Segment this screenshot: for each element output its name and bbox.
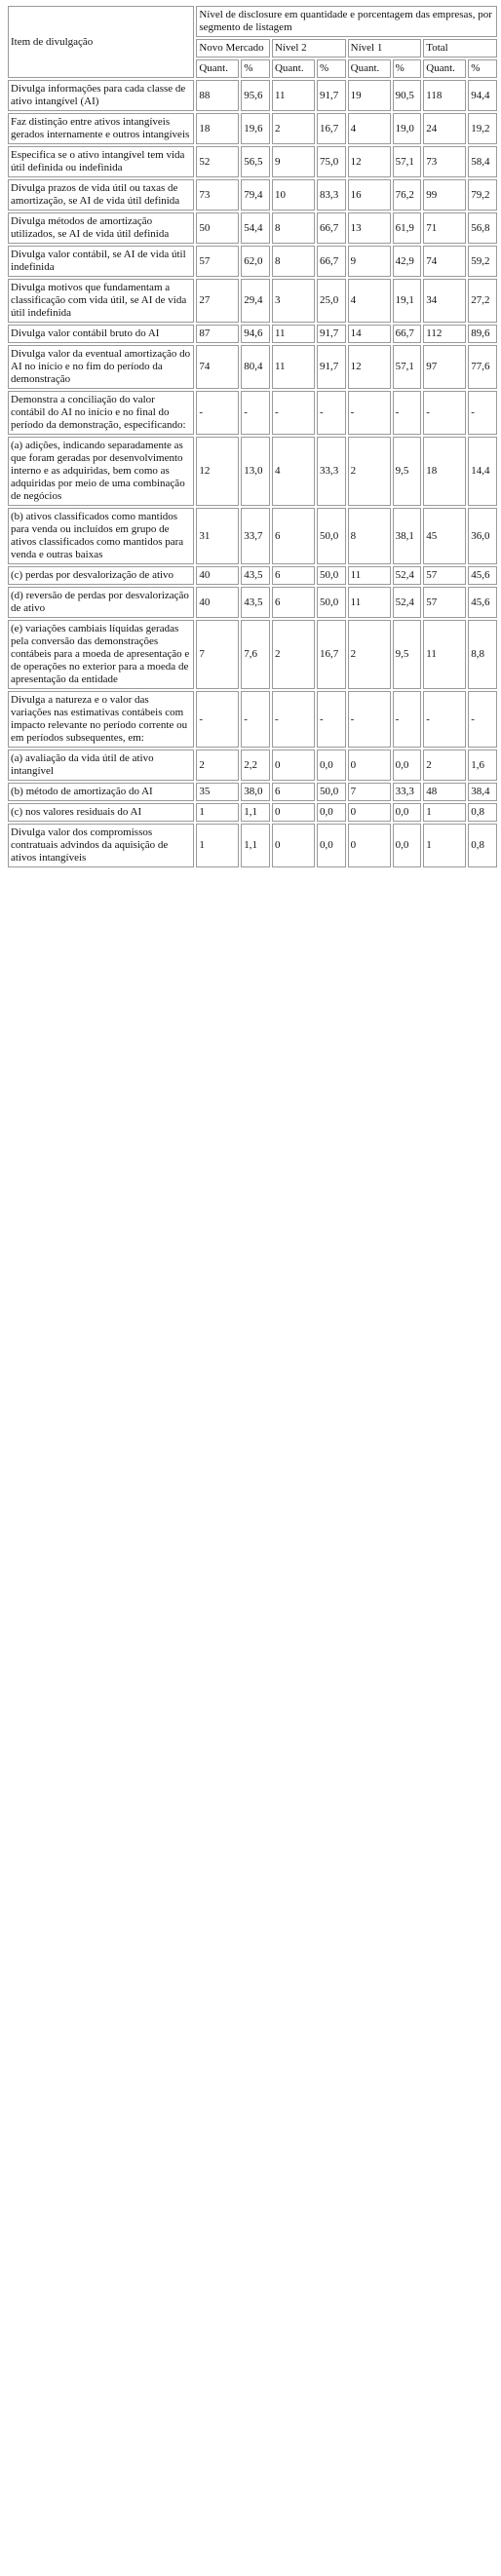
row-pct-cell: - (317, 391, 346, 435)
row-quant-cell: 0 (272, 824, 315, 867)
row-quant-cell: 18 (423, 437, 466, 506)
row-pct-cell: 13,0 (241, 437, 270, 506)
header-segment-total: Total (423, 39, 497, 58)
row-pct-cell: 52,4 (393, 587, 422, 618)
row-quant-cell: 9 (348, 246, 391, 277)
row-pct-cell: 0,0 (317, 803, 346, 822)
row-item-label: (a) avaliação da vida útil de ativo intangível (8, 750, 194, 781)
row-quant-cell: 16 (348, 179, 391, 211)
table-row (8, 212, 497, 244)
row-quant-cell: 8 (348, 508, 391, 564)
row-quant-cell: 12 (348, 345, 391, 389)
table-row (8, 803, 497, 822)
row-pct-cell: 27,2 (468, 279, 497, 323)
row-quant-cell: 0 (348, 750, 391, 781)
row-quant-cell: 0 (348, 824, 391, 867)
row-quant-cell: 0 (272, 750, 315, 781)
row-pct-cell: 0,0 (393, 750, 422, 781)
row-pct-cell: 1,1 (241, 803, 270, 822)
row-quant-cell: 1 (196, 803, 239, 822)
row-pct-cell: 19,0 (393, 113, 422, 144)
row-quant-cell: 7 (348, 783, 391, 801)
row-pct-cell: 80,4 (241, 345, 270, 389)
table-row (8, 179, 497, 211)
row-quant-cell: 45 (423, 508, 466, 564)
row-quant-cell: 7 (196, 620, 239, 689)
row-pct-cell: 61,9 (393, 212, 422, 244)
row-pct-cell: 36,0 (468, 508, 497, 564)
row-quant-cell: 8 (272, 246, 315, 277)
row-quant-cell: 31 (196, 508, 239, 564)
row-pct-cell: - (468, 691, 497, 748)
row-quant-cell: 27 (196, 279, 239, 323)
row-pct-cell: 83,3 (317, 179, 346, 211)
row-quant-cell: 2 (272, 620, 315, 689)
table-row (8, 246, 497, 277)
row-quant-cell: - (423, 391, 466, 435)
row-quant-cell: 2 (272, 113, 315, 144)
row-pct-cell: - (393, 391, 422, 435)
row-pct-cell: 66,7 (317, 246, 346, 277)
row-quant-cell: 2 (423, 750, 466, 781)
row-quant-cell: 112 (423, 325, 466, 343)
row-pct-cell: 1,6 (468, 750, 497, 781)
row-pct-cell: 59,2 (468, 246, 497, 277)
row-pct-cell: 1,1 (241, 824, 270, 867)
row-quant-cell: 40 (196, 566, 239, 585)
row-pct-cell: 38,4 (468, 783, 497, 801)
table-row (8, 80, 497, 111)
row-quant-cell: 73 (196, 179, 239, 211)
row-pct-cell: 33,3 (317, 437, 346, 506)
row-quant-cell: 4 (348, 279, 391, 323)
row-quant-cell: 9 (272, 146, 315, 177)
row-pct-cell: 50,0 (317, 587, 346, 618)
table-row (8, 508, 497, 564)
row-pct-cell: 33,3 (393, 783, 422, 801)
row-pct-cell: 0,0 (393, 803, 422, 822)
row-item-label: Divulga prazos de vida útil ou taxas de amortização, se AI de vida útil definida (8, 179, 194, 211)
table-row (8, 750, 497, 781)
header-item: Item de divulgação (8, 6, 194, 78)
table-body (8, 80, 497, 867)
row-pct-cell: 52,4 (393, 566, 422, 585)
row-item-label: Divulga motivos que fundamentam a classificação com vida útil, se AI de vida útil indefinida (8, 279, 194, 323)
row-item-label: (d) reversão de perdas por desvalorização de ativo (8, 587, 194, 618)
row-quant-cell: 35 (196, 783, 239, 801)
row-quant-cell: 57 (423, 587, 466, 618)
row-quant-cell: 18 (196, 113, 239, 144)
row-pct-cell: 56,5 (241, 146, 270, 177)
row-quant-cell: 1 (423, 824, 466, 867)
row-item-label: Divulga informações para cada classe de ativo intangível (AI) (8, 80, 194, 111)
row-quant-cell: 24 (423, 113, 466, 144)
row-pct-cell: 79,4 (241, 179, 270, 211)
table-row (8, 279, 497, 323)
row-pct-cell: 45,6 (468, 587, 497, 618)
row-pct-cell: 91,7 (317, 345, 346, 389)
row-item-label: Faz distinção entre ativos intangíveis gerados internamente e outros intangíveis (8, 113, 194, 144)
row-pct-cell: 9,5 (393, 437, 422, 506)
row-quant-cell: 11 (272, 80, 315, 111)
row-quant-cell: - (196, 391, 239, 435)
row-item-label: Divulga valor da eventual amortização do AI no início e no fim do período da demonstração (8, 345, 194, 389)
row-quant-cell: 4 (272, 437, 315, 506)
table-row (8, 325, 497, 343)
row-quant-cell: 6 (272, 566, 315, 585)
header-pct: % (468, 59, 497, 78)
row-item-label: (b) método de amortização do AI (8, 783, 194, 801)
row-quant-cell: 13 (348, 212, 391, 244)
row-pct-cell: 33,7 (241, 508, 270, 564)
row-pct-cell: - (468, 391, 497, 435)
row-pct-cell: 90,5 (393, 80, 422, 111)
row-pct-cell: 7,6 (241, 620, 270, 689)
header-quant: Quant. (423, 59, 466, 78)
row-pct-cell: 94,6 (241, 325, 270, 343)
row-quant-cell: 11 (348, 587, 391, 618)
row-quant-cell: 19 (348, 80, 391, 111)
row-pct-cell: 94,4 (468, 80, 497, 111)
row-quant-cell: 8 (272, 212, 315, 244)
header-quant: Quant. (196, 59, 239, 78)
row-pct-cell: 91,7 (317, 80, 346, 111)
table-row (8, 824, 497, 867)
row-quant-cell: 6 (272, 587, 315, 618)
row-item-label: (b) ativos classificados como mantidos para venda ou incluídos em grupo de ativos classificados como mantidos para venda e outras baixas (8, 508, 194, 564)
row-pct-cell: - (241, 391, 270, 435)
row-pct-cell: 58,4 (468, 146, 497, 177)
row-quant-cell: 57 (196, 246, 239, 277)
row-pct-cell: 57,1 (393, 146, 422, 177)
row-pct-cell: 50,0 (317, 783, 346, 801)
row-pct-cell: 9,5 (393, 620, 422, 689)
row-pct-cell: 19,6 (241, 113, 270, 144)
row-quant-cell: - (272, 691, 315, 748)
header-pct: % (317, 59, 346, 78)
table-row (8, 345, 497, 389)
table-row (8, 146, 497, 177)
row-quant-cell: 3 (272, 279, 315, 323)
header-quant: Quant. (272, 59, 315, 78)
row-quant-cell: 87 (196, 325, 239, 343)
row-quant-cell: 34 (423, 279, 466, 323)
table-header (8, 6, 497, 78)
row-item-label: Divulga valor dos compromissos contratuais advindos da aquisição de ativos intangíveis (8, 824, 194, 867)
header-pct: % (393, 59, 422, 78)
header-pct: % (241, 59, 270, 78)
row-pct-cell: 16,7 (317, 620, 346, 689)
table-row (8, 587, 497, 618)
row-quant-cell: 118 (423, 80, 466, 111)
row-pct-cell: 0,8 (468, 803, 497, 822)
row-quant-cell: 73 (423, 146, 466, 177)
row-item-label: Especifica se o ativo intangível tem vida útil definida ou indefinida (8, 146, 194, 177)
header-segment-nivel-1: Nível 1 (348, 39, 422, 58)
row-quant-cell: 11 (272, 325, 315, 343)
row-quant-cell: 71 (423, 212, 466, 244)
row-quant-cell: 10 (272, 179, 315, 211)
row-pct-cell: 25,0 (317, 279, 346, 323)
row-quant-cell: 99 (423, 179, 466, 211)
row-quant-cell: 0 (272, 803, 315, 822)
row-pct-cell: 50,0 (317, 508, 346, 564)
row-pct-cell: 62,0 (241, 246, 270, 277)
row-pct-cell: 0,0 (317, 824, 346, 867)
row-quant-cell: 74 (196, 345, 239, 389)
row-quant-cell: 11 (272, 345, 315, 389)
row-pct-cell: 38,0 (241, 783, 270, 801)
row-quant-cell: - (348, 691, 391, 748)
table-row (8, 566, 497, 585)
row-item-label: (c) nos valores residuais do AI (8, 803, 194, 822)
row-pct-cell: 43,5 (241, 566, 270, 585)
row-quant-cell: 2 (348, 620, 391, 689)
row-pct-cell: - (241, 691, 270, 748)
row-pct-cell: 29,4 (241, 279, 270, 323)
row-item-label: (e) variações cambiais líquidas geradas pela conversão das demonstrações contábeis para a moeda de apresentação e de operações no exterior para a moeda de apresentação da entidade (8, 620, 194, 689)
row-pct-cell: 19,1 (393, 279, 422, 323)
row-pct-cell: 0,0 (393, 824, 422, 867)
row-pct-cell: 50,0 (317, 566, 346, 585)
table-row (8, 620, 497, 689)
row-pct-cell: 95,6 (241, 80, 270, 111)
row-quant-cell: 57 (423, 566, 466, 585)
row-pct-cell: 76,2 (393, 179, 422, 211)
row-quant-cell: 12 (348, 146, 391, 177)
row-pct-cell: 2,2 (241, 750, 270, 781)
header-segment-nivel-2: Nível 2 (272, 39, 346, 58)
row-pct-cell: 0,0 (317, 750, 346, 781)
row-quant-cell: 48 (423, 783, 466, 801)
row-pct-cell: 56,8 (468, 212, 497, 244)
row-item-label: Divulga valor contábil, se AI de vida útil indefinida (8, 246, 194, 277)
row-pct-cell: - (317, 691, 346, 748)
row-quant-cell: 11 (348, 566, 391, 585)
row-pct-cell: 42,9 (393, 246, 422, 277)
row-item-label: (a) adições, indicando separadamente as que foram geradas por desenvolvimento interno e as adquiridas, bem como as adquiridas por meio de uma combinação de negócios (8, 437, 194, 506)
row-quant-cell: 88 (196, 80, 239, 111)
row-pct-cell: - (393, 691, 422, 748)
row-pct-cell: 91,7 (317, 325, 346, 343)
row-pct-cell: 0,8 (468, 824, 497, 867)
row-item-label: (c) perdas por desvalorização de ativo (8, 566, 194, 585)
row-quant-cell: 52 (196, 146, 239, 177)
row-quant-cell: 1 (423, 803, 466, 822)
row-quant-cell: 11 (423, 620, 466, 689)
row-pct-cell: 79,2 (468, 179, 497, 211)
row-quant-cell: 0 (348, 803, 391, 822)
table-row (8, 113, 497, 144)
row-pct-cell: 19,2 (468, 113, 497, 144)
row-quant-cell: - (196, 691, 239, 748)
row-pct-cell: 75,0 (317, 146, 346, 177)
row-quant-cell: 40 (196, 587, 239, 618)
row-item-label: Divulga métodos de amortização utilizados, se AI de vida útil definida (8, 212, 194, 244)
row-quant-cell: 50 (196, 212, 239, 244)
row-item-label: Divulga a natureza e o valor das variações nas estimativas contábeis com impacto relevante no período corrente ou em períodos subsequentes, em: (8, 691, 194, 748)
table-row (8, 437, 497, 506)
row-quant-cell: - (272, 391, 315, 435)
row-pct-cell: 66,7 (393, 325, 422, 343)
row-quant-cell: 14 (348, 325, 391, 343)
table-row (8, 783, 497, 801)
row-quant-cell: 4 (348, 113, 391, 144)
row-quant-cell: 74 (423, 246, 466, 277)
row-pct-cell: 43,5 (241, 587, 270, 618)
row-quant-cell: 2 (348, 437, 391, 506)
row-pct-cell: 89,6 (468, 325, 497, 343)
row-quant-cell: 12 (196, 437, 239, 506)
row-pct-cell: 57,1 (393, 345, 422, 389)
header-quant: Quant. (348, 59, 391, 78)
row-quant-cell: 1 (196, 824, 239, 867)
table-row (8, 391, 497, 435)
header-group: Nível de disclosure em quantidade e porcentagem das empresas, por segmento de listagem (196, 6, 497, 37)
row-item-label: Divulga valor contábil bruto do AI (8, 325, 194, 343)
row-quant-cell: 6 (272, 783, 315, 801)
row-pct-cell: 45,6 (468, 566, 497, 585)
row-item-label: Demonstra a conciliação do valor contábil do AI no início e no final do período da demonstração, especificando: (8, 391, 194, 435)
row-pct-cell: 38,1 (393, 508, 422, 564)
row-pct-cell: 77,6 (468, 345, 497, 389)
row-quant-cell: 97 (423, 345, 466, 389)
row-pct-cell: 8,8 (468, 620, 497, 689)
row-quant-cell: 6 (272, 508, 315, 564)
row-pct-cell: 54,4 (241, 212, 270, 244)
row-pct-cell: 14,4 (468, 437, 497, 506)
table-row (8, 691, 497, 748)
row-quant-cell: - (348, 391, 391, 435)
row-quant-cell: 2 (196, 750, 239, 781)
header-segment-novo-mercado: Novo Mercado (196, 39, 270, 58)
row-pct-cell: 16,7 (317, 113, 346, 144)
disclosure-table (6, 4, 499, 869)
row-quant-cell: - (423, 691, 466, 748)
row-pct-cell: 66,7 (317, 212, 346, 244)
